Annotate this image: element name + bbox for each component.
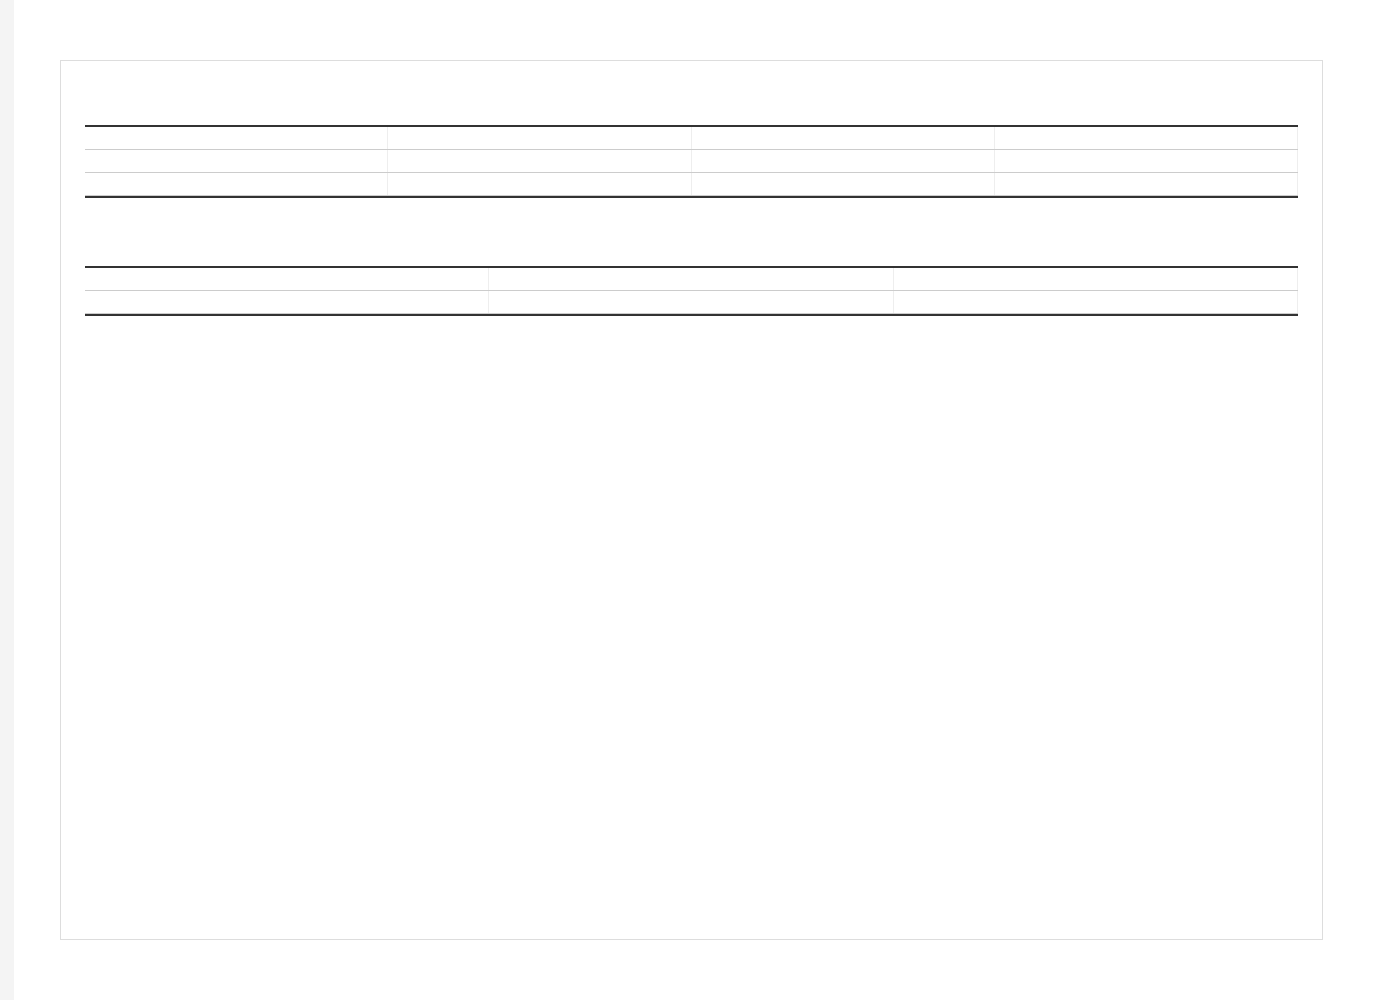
table-cell [692, 173, 995, 195]
table-cell [692, 150, 995, 172]
side-band [0, 0, 14, 1000]
table-row [85, 291, 1298, 314]
section-heading-1 [85, 85, 934, 107]
table-row [85, 268, 1298, 291]
table-cell [894, 268, 1298, 290]
table-cell [85, 127, 388, 149]
table-cell [692, 127, 995, 149]
table-cell [995, 173, 1298, 195]
table-cell [388, 150, 691, 172]
table-cell [489, 268, 893, 290]
table-cell [85, 291, 489, 313]
table-cell [995, 127, 1298, 149]
document-page [60, 60, 1323, 940]
table-cell [489, 291, 893, 313]
remarks-note [85, 334, 1298, 414]
table-cell [388, 173, 691, 195]
table-row [85, 127, 1298, 150]
section-heading-2 [85, 226, 934, 248]
table-cell [995, 150, 1298, 172]
table-cell [894, 291, 1298, 313]
table-cell [388, 127, 691, 149]
table-cell [85, 150, 388, 172]
table-cell [85, 173, 388, 195]
table-row [85, 173, 1298, 196]
data-table-2 [85, 266, 1298, 316]
table-row [85, 150, 1298, 173]
table-cell [85, 268, 489, 290]
data-table-1 [85, 125, 1298, 198]
